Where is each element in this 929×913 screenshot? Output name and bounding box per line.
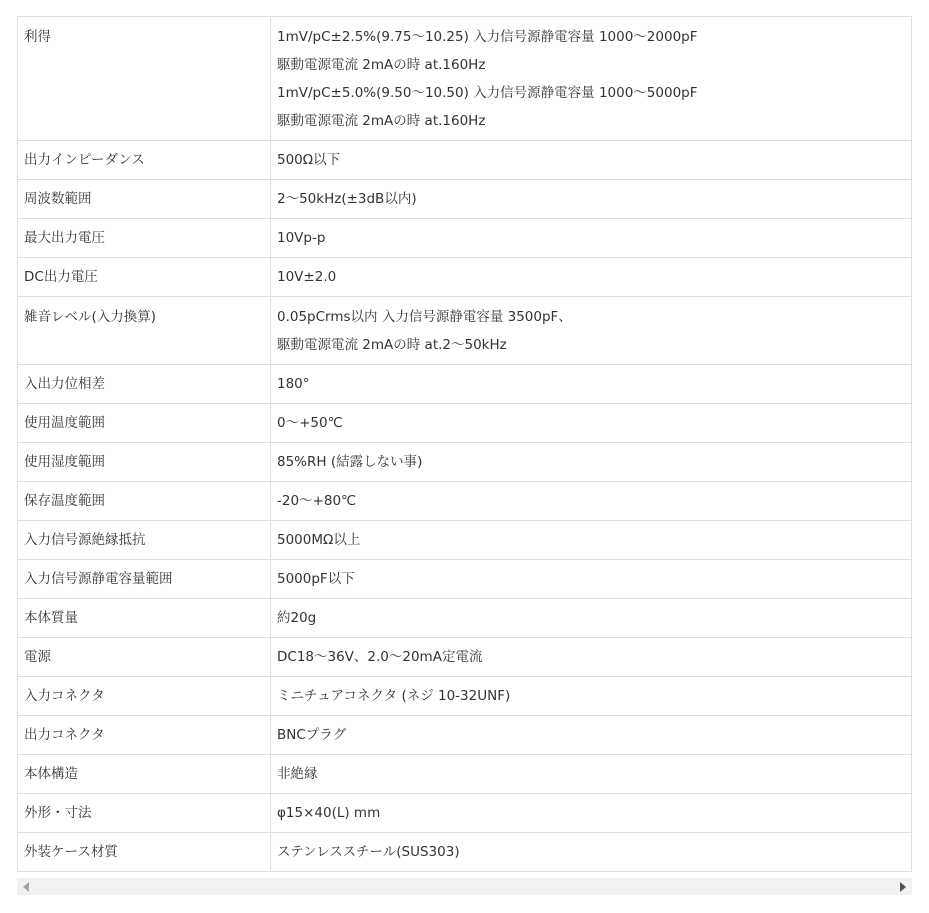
row-label: 使用湿度範囲 <box>18 443 271 482</box>
table-row <box>18 716 912 755</box>
table-row <box>18 521 912 560</box>
table-row <box>18 755 912 794</box>
table-row <box>18 443 912 482</box>
value-line: 駆動電源電流 2mAの時 at.160Hz <box>277 113 486 129</box>
row-value: 5000MΩ以上 <box>271 521 912 560</box>
row-label: 入出力位相差 <box>18 365 271 404</box>
table-row <box>18 258 912 297</box>
row-label: DC出力電圧 <box>18 258 271 297</box>
row-label: 使用温度範囲 <box>18 404 271 443</box>
row-value: 2〜50kHz(±3dB以内) <box>271 180 912 219</box>
horizontal-scrollbar[interactable] <box>17 878 912 895</box>
table-row <box>18 560 912 599</box>
row-label: 保存温度範囲 <box>18 482 271 521</box>
row-label: 出力コネクタ <box>18 716 271 755</box>
value-line: 0.05pCrms以内 入力信号源静電容量 3500pF、 <box>277 309 572 325</box>
table-row <box>18 638 912 677</box>
row-label: 電源 <box>18 638 271 677</box>
row-label: 周波数範囲 <box>18 180 271 219</box>
table-row <box>18 180 912 219</box>
row-value <box>271 297 912 365</box>
value-line: 1mV/pC±5.0%(9.50〜10.50) 入力信号源静電容量 1000〜5000pF <box>277 85 698 101</box>
row-label: 本体構造 <box>18 755 271 794</box>
row-value: ミニチュアコネクタ (ネジ 10-32UNF) <box>271 677 912 716</box>
row-value: DC18〜36V、2.0〜20mA定電流 <box>271 638 912 677</box>
row-value: 非絶縁 <box>271 755 912 794</box>
spec-table <box>17 16 912 872</box>
row-label: 本体質量 <box>18 599 271 638</box>
value-line: 1mV/pC±2.5%(9.75〜10.25) 入力信号源静電容量 1000〜2000pF <box>277 29 698 45</box>
table-row <box>18 833 912 872</box>
row-value: 180° <box>271 365 912 404</box>
row-value: 500Ω以下 <box>271 141 912 180</box>
row-label: 入力信号源絶縁抵抗 <box>18 521 271 560</box>
value-line: 駆動電源電流 2mAの時 at.160Hz <box>277 57 486 73</box>
arrow-right-icon[interactable] <box>900 882 906 892</box>
row-value: ステンレススチール(SUS303) <box>271 833 912 872</box>
row-value <box>271 17 912 141</box>
table-row <box>18 219 912 258</box>
row-value: 85%RH (結露しない事) <box>271 443 912 482</box>
row-value: 10V±2.0 <box>271 258 912 297</box>
row-label: 入力コネクタ <box>18 677 271 716</box>
table-row <box>18 677 912 716</box>
row-label: 外装ケース材質 <box>18 833 271 872</box>
row-label: 利得 <box>18 17 271 141</box>
table-row <box>18 297 912 365</box>
spec-table-container <box>17 16 912 872</box>
arrow-left-icon[interactable] <box>23 882 29 892</box>
row-value: 約20g <box>271 599 912 638</box>
table-row <box>18 404 912 443</box>
row-label: 最大出力電圧 <box>18 219 271 258</box>
row-label: 外形・寸法 <box>18 794 271 833</box>
table-row <box>18 482 912 521</box>
table-row <box>18 141 912 180</box>
value-line: 駆動電源電流 2mAの時 at.2〜50kHz <box>277 337 507 353</box>
row-value: 10Vp-p <box>271 219 912 258</box>
table-row <box>18 794 912 833</box>
row-value: -20〜+80℃ <box>271 482 912 521</box>
table-row <box>18 17 912 141</box>
row-value: 0〜+50℃ <box>271 404 912 443</box>
row-label: 雑音レベル(入力換算) <box>18 297 271 365</box>
row-value: φ15×40(L) mm <box>271 794 912 833</box>
row-value: 5000pF以下 <box>271 560 912 599</box>
table-row <box>18 599 912 638</box>
row-label: 出力インピーダンス <box>18 141 271 180</box>
table-row <box>18 365 912 404</box>
row-value: BNCプラグ <box>271 716 912 755</box>
row-label: 入力信号源静電容量範囲 <box>18 560 271 599</box>
